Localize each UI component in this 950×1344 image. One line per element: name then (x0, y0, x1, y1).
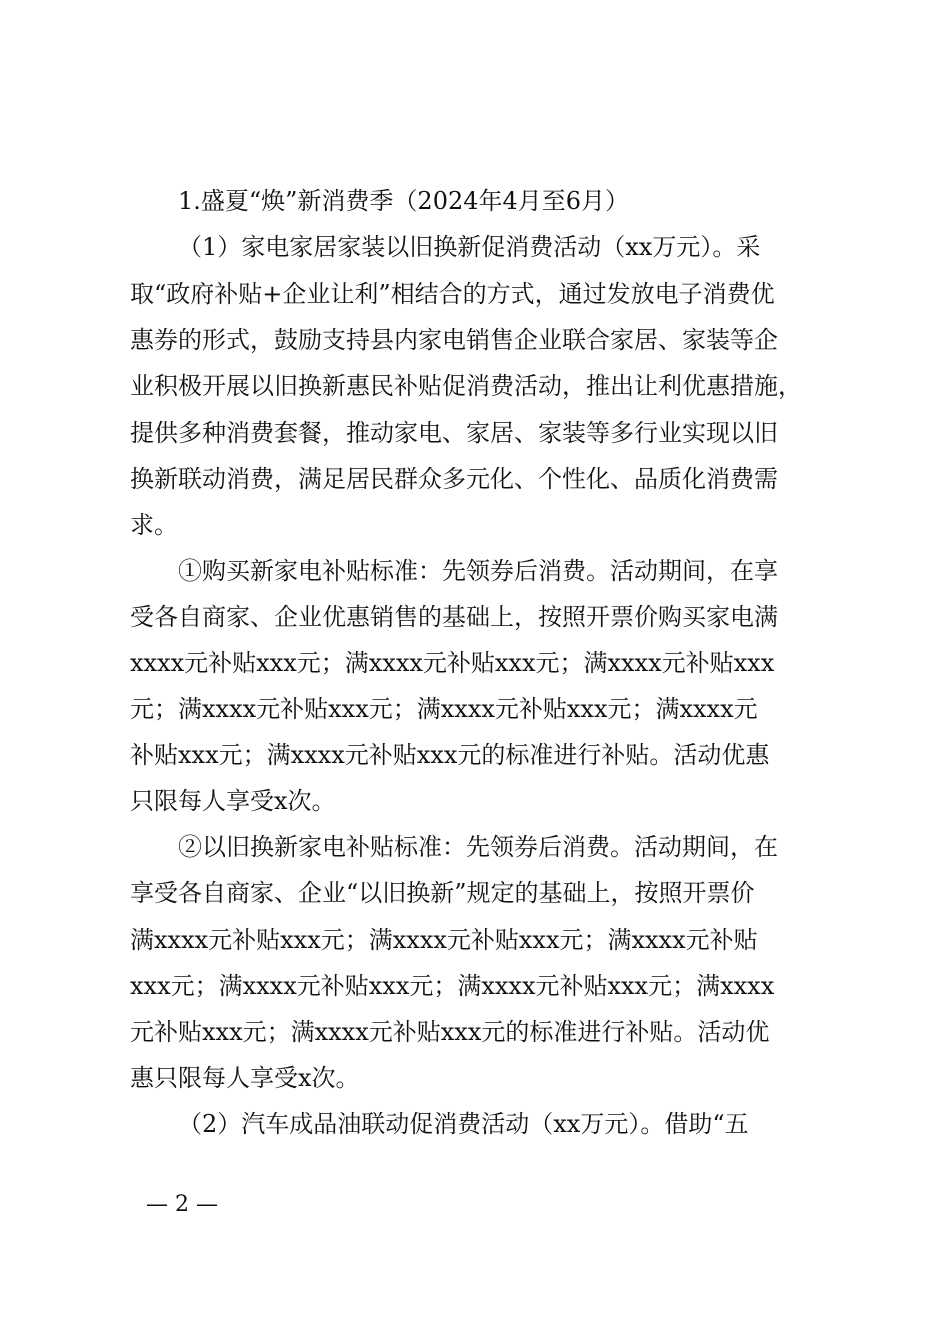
paragraph-line: 惠只限每人享受x次。 (130, 1064, 360, 1092)
paragraph-line: 惠券的形式，鼓励支持县内家电销售企业联合家居、家装等企 (130, 326, 778, 354)
paragraph-line: 取“政府补贴+企业让利”相结合的方式，通过发放电子消费优 (130, 280, 775, 308)
paragraph-line: 只限每人享受x次。 (130, 787, 336, 815)
paragraph-line: 业积极开展以旧换新惠民补贴促消费活动，推出让利优惠措施， (130, 372, 802, 400)
paragraph-line: （2）汽车成品油联动促消费活动（xx万元）。借助“五 (178, 1110, 749, 1138)
paragraph-line: 受各自商家、企业优惠销售的基础上，按照开票价购买家电满 (130, 603, 778, 631)
paragraph-line: xxxx元补贴xxx元；满xxxx元补贴xxx元；满xxxx元补贴xxx (130, 649, 775, 677)
section-heading: 1.盛夏“焕”新消费季（2024年4月至6月） (178, 187, 630, 215)
paragraph-line: 补贴xxx元；满xxxx元补贴xxx元的标准进行补贴。活动优惠 (130, 741, 770, 769)
paragraph-line: ②以旧换新家电补贴标准：先领券后消费。活动期间，在 (178, 833, 778, 861)
paragraph-line: 求。 (130, 511, 178, 539)
paragraph-line: 满xxxx元补贴xxx元；满xxxx元补贴xxx元；满xxxx元补贴 (130, 926, 758, 954)
paragraph-line: 换新联动消费，满足居民群众多元化、个性化、品质化消费需 (130, 465, 778, 493)
paragraph-line: 享受各自商家、企业“以旧换新”规定的基础上，按照开票价 (130, 879, 755, 907)
paragraph-line: 元；满xxxx元补贴xxx元；满xxxx元补贴xxx元；满xxxx元 (130, 695, 758, 723)
paragraph-line: （1）家电家居家装以旧换新促消费活动（xx万元）。采 (178, 233, 761, 261)
paragraph-line: 提供多种消费套餐，推动家电、家居、家装等多行业实现以旧 (130, 419, 778, 447)
page-number: — 2 — (146, 1192, 218, 1217)
paragraph-line: 元补贴xxx元；满xxxx元补贴xxx元的标准进行补贴。活动优 (130, 1018, 770, 1046)
paragraph-line: xxx元；满xxxx元补贴xxx元；满xxxx元补贴xxx元；满xxxx (130, 972, 775, 1000)
paragraph-line: ①购买新家电补贴标准：先领券后消费。活动期间，在享 (178, 557, 778, 585)
